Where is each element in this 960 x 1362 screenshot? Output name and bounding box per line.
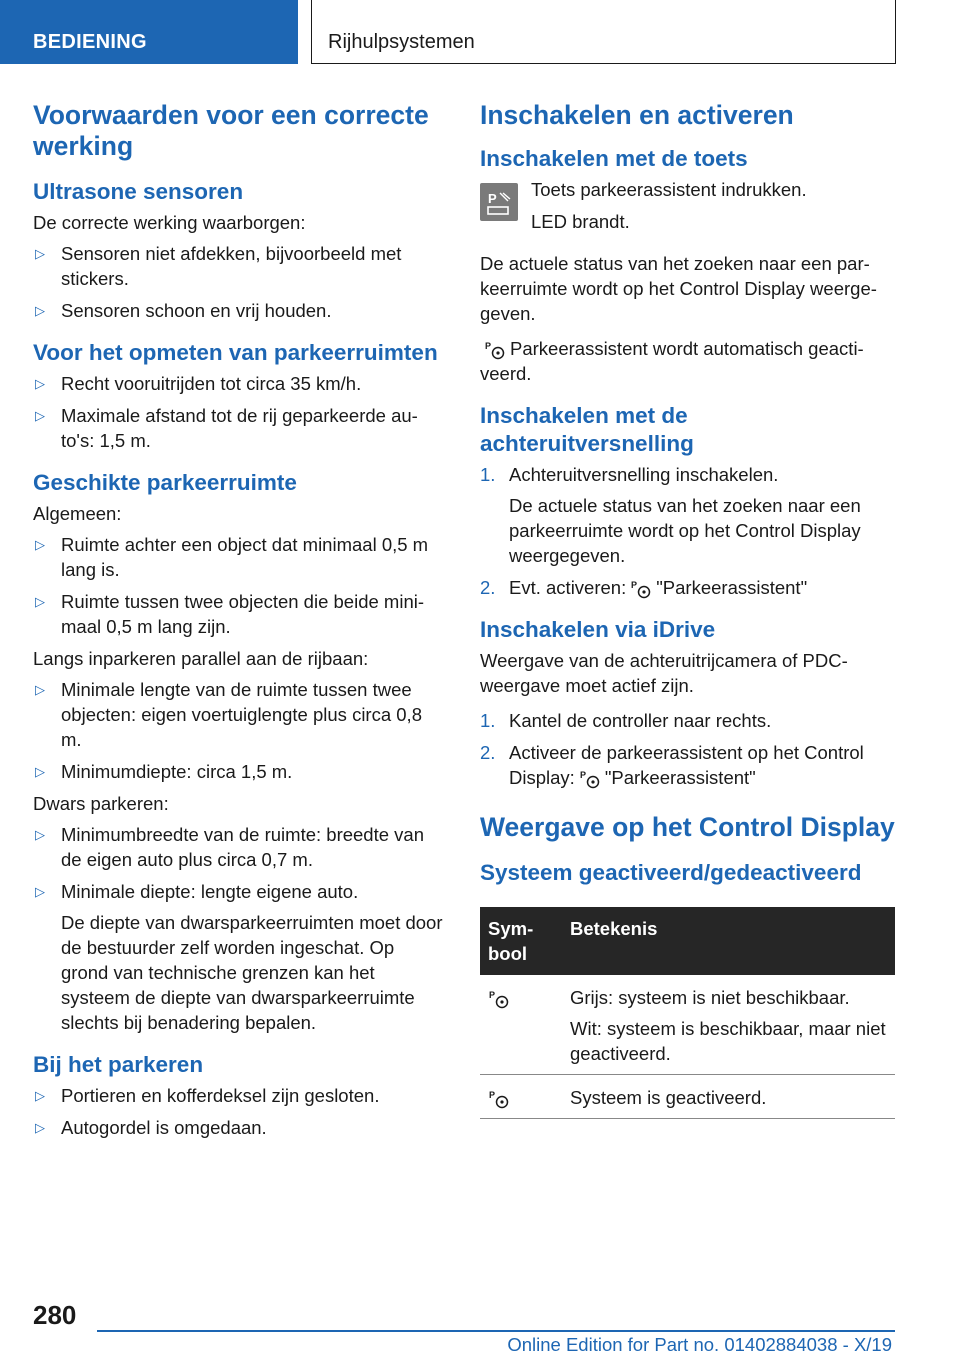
bullet-icon: ▷ xyxy=(35,303,45,318)
bullet-icon: ▷ xyxy=(35,408,45,423)
bullet-icon: ▷ xyxy=(35,764,45,779)
footer-edition: Online Edition for Part no. 01402884038 - X/19 xyxy=(507,1334,892,1355)
bullet-icon: ▷ xyxy=(35,1120,45,1135)
table-header: Betekenis xyxy=(562,907,895,975)
svg-text:P: P xyxy=(489,990,496,1001)
svg-text:P: P xyxy=(485,341,492,352)
table-header-row xyxy=(480,907,895,975)
heading-display: Weergave op het Control Display xyxy=(480,812,895,842)
heading-ultrasonic: Ultrasone sensoren xyxy=(33,179,244,204)
list-item: 2. Evt. activeren: P "Parkeerassistent" xyxy=(480,577,808,598)
paragraph: Weergave van de achteruitrijcamera of PDC-weergave moet actief zijn. xyxy=(480,650,848,696)
table-cell: Grijs: systeem is niet beschikbaar. xyxy=(570,987,850,1008)
park-assist-button-icon xyxy=(480,183,518,221)
heading-switch-on-button: Inschakelen met de toets xyxy=(480,146,748,171)
list-item: ▷ Sensoren niet afdekken, bijvoorbeeld met stickers. xyxy=(35,243,402,289)
svg-text:P: P xyxy=(488,191,497,206)
list-item: ▷ Minimumbreedte van de ruimte: breedte van de eigen auto plus circa 0,7 m. xyxy=(35,824,424,870)
list-item: 1. Kantel de controller naar rechts. xyxy=(480,710,772,731)
bullet-icon: ▷ xyxy=(35,1088,45,1103)
svg-text:P: P xyxy=(489,1090,496,1101)
table-cell: Systeem is geactiveerd. xyxy=(562,1075,895,1119)
footer-divider xyxy=(97,1330,895,1332)
bullet-icon: ▷ xyxy=(35,246,45,261)
heading-requirements: Voorwaarden voor een correcte werking xyxy=(33,100,429,161)
bullet-icon: ▷ xyxy=(35,594,45,609)
step-text: Toets parkeerassistent indrukken. xyxy=(531,179,807,200)
paragraph: De correcte werking waarborgen: xyxy=(33,212,306,233)
table-row xyxy=(480,1075,895,1119)
list-item: 1. Achteruitversnelling inschakelen. De actuele status van het zoeken naar een parkeerruimte wordt op het Control Display weergegeven. xyxy=(480,464,861,566)
park-assist-icon xyxy=(484,340,506,360)
paragraph: Langs inparkeren parallel aan de rijbaan: xyxy=(33,648,369,669)
right-column xyxy=(480,100,895,1119)
bullet-icon: ▷ xyxy=(35,884,45,899)
header-chapter: Rijhulpsystemen xyxy=(311,0,896,64)
bullet-icon: ▷ xyxy=(35,682,45,697)
list-item: ▷ Sensoren schoon en vrij houden. xyxy=(35,300,332,321)
svg-text:P: P xyxy=(579,770,586,781)
table-header: Sym‐bool xyxy=(480,907,562,975)
heading-when-parking: Bij het parkeren xyxy=(33,1052,204,1077)
paragraph: Algemeen: xyxy=(33,503,122,524)
park-assist-icon xyxy=(579,769,601,789)
paragraph: De actuele status van het zoeken naar een par‐keerruimte wordt op het Control Display weerge‐geven. xyxy=(480,253,877,324)
button-step xyxy=(480,177,895,241)
page-number: 280 xyxy=(33,1300,77,1330)
left-column xyxy=(33,100,443,1147)
list-item: ▷ Maximale afstand tot de rij geparkeerde au‐to's: 1,5 m. xyxy=(35,405,418,451)
list-item: ▷ Ruimte achter een object dat minimaal 0,5 m lang is. xyxy=(35,534,429,580)
park-assist-icon xyxy=(488,989,510,1009)
paragraph: Dwars parkeren: xyxy=(33,793,169,814)
step-text: LED brandt. xyxy=(531,211,630,232)
table-row xyxy=(480,975,895,1075)
heading-system-status: Systeem geactiveerd/gedeactiveerd xyxy=(480,860,862,885)
table-cell: Wit: systeem is beschikbaar, maar niet geactiveerd. xyxy=(570,1018,886,1064)
bullet-icon: ▷ xyxy=(35,376,45,391)
bullet-icon: ▷ xyxy=(35,827,45,842)
bullet-icon: ▷ xyxy=(35,537,45,552)
park-assist-icon xyxy=(488,1089,510,1109)
list-item: ▷ Autogordel is omgedaan. xyxy=(35,1117,267,1138)
heading-switch-on: Inschakelen en activeren xyxy=(480,100,794,130)
symbol-table xyxy=(480,907,895,1119)
park-assist-icon xyxy=(630,579,652,599)
list-item: ▷ Ruimte tussen twee objecten die beide mini‐maal 0,5 m lang zijn. xyxy=(35,591,424,637)
list-item: ▷ Portieren en kofferdeksel zijn gesloten. xyxy=(35,1085,380,1106)
list-item: ▷ Recht vooruitrijden tot circa 35 km/h. xyxy=(35,373,362,394)
list-item: ▷ Minimale lengte van de ruimte tussen twee objecten: eigen voertuiglengte plus circa 0,8 m. xyxy=(35,679,422,750)
heading-idrive: Inschakelen via iDrive xyxy=(480,617,716,642)
header-section-tab: BEDIENING xyxy=(0,0,298,64)
heading-measuring: Voor het opmeten van parkeerruimten xyxy=(33,340,438,365)
list-item: ▷ Minimale diepte: lengte eigene auto. De diepte van dwarsparkeerruimten moet door de bestuurder zelf worden ingeschat. Op grond van technische grenzen kan het systeem de diepte van dwarsparkeerruimte slechts bij benadering bepalen. xyxy=(35,881,443,1033)
heading-reverse-gear: Inschakelen met de achteruitversnelling xyxy=(480,403,694,456)
list-item: ▷ Minimumdiepte: circa 1,5 m. xyxy=(35,761,293,782)
paragraph: P Parkeerassistent wordt automatisch geacti‐veerd. xyxy=(480,338,864,384)
svg-text:P: P xyxy=(631,580,638,591)
list-item: 2. Activeer de parkeerassistent op het Control Display: P "Parkeerassistent" xyxy=(480,742,864,788)
heading-suitable-space: Geschikte parkeerruimte xyxy=(33,470,297,495)
